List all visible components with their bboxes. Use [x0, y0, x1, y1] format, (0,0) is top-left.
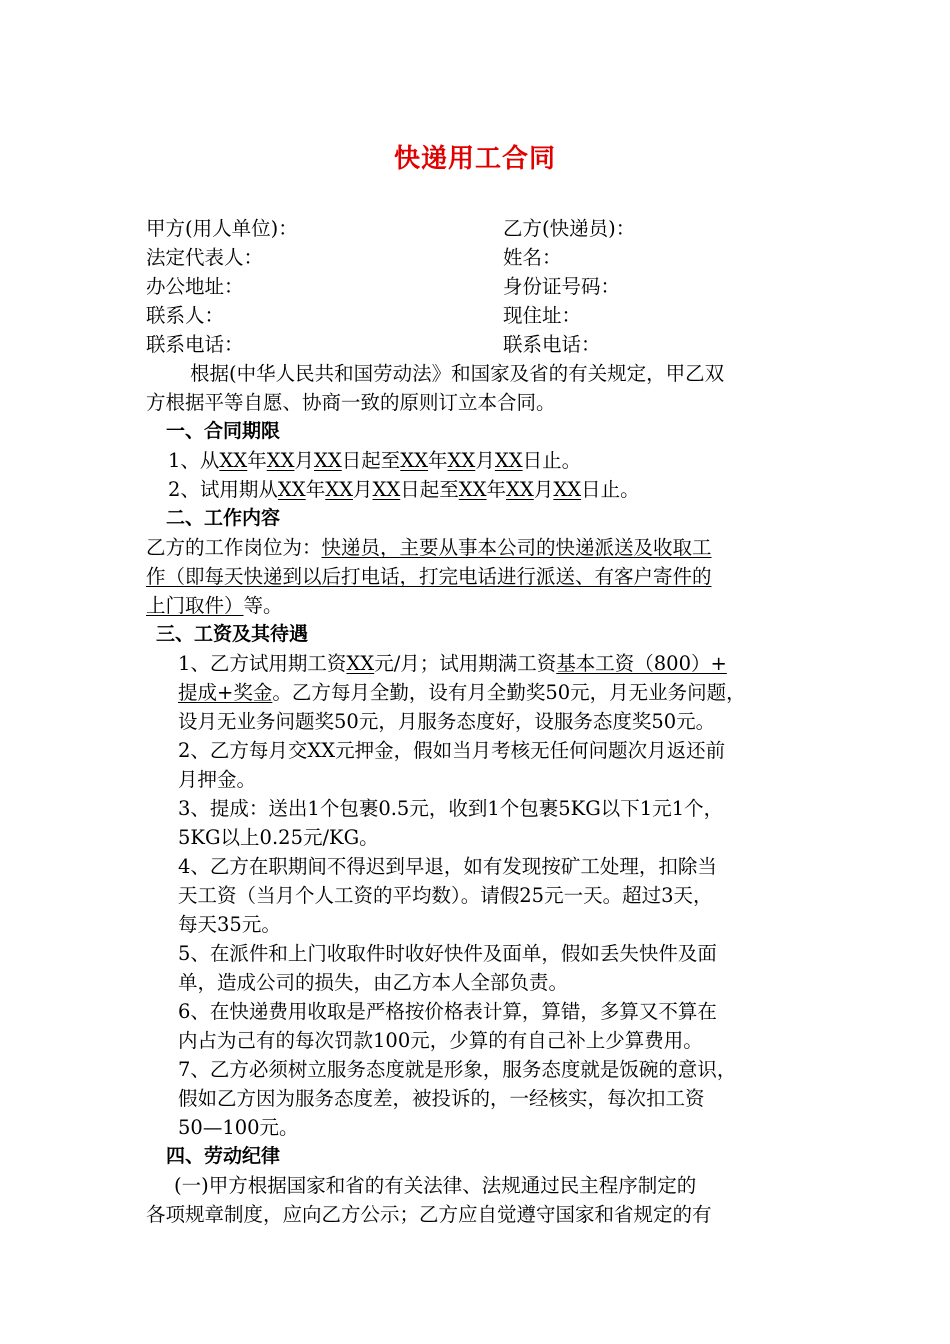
text-segment: 。乙方每月全勤，设有月全勤奖50元，月无业务问题， — [272, 681, 746, 704]
intro-line: 方根据平等自愿、协商一致的原则订立本合同。 — [146, 391, 556, 414]
salary-item-2: 2、乙方每月交XX元押金，假如当月考核无任何问题次月返还前 — [178, 739, 726, 762]
text-segment: 乙方的工作岗位为： — [146, 536, 322, 559]
text-segment: 年 — [428, 449, 448, 472]
salary-item-2-cont: 月押金。 — [178, 768, 257, 791]
party-a-field: 甲方(用人单位)： — [146, 217, 298, 240]
blank-month: XX — [506, 478, 534, 501]
term-item-2 — [146, 475, 816, 504]
document-title: 快递用工合同 — [393, 144, 556, 174]
section-heading-term: 一、合同期限 — [166, 420, 281, 442]
salary-item-5-cont: 单，造成公司的损失，由乙方本人全部负责。 — [178, 971, 569, 994]
id-number-field: 身份证号码： — [503, 275, 621, 298]
salary-item-1-cont — [146, 678, 816, 707]
text-segment: 1、从 — [168, 449, 220, 472]
blank-day: XX — [553, 478, 582, 501]
blank-year: XX — [219, 449, 248, 472]
text-segment: 年 — [305, 478, 326, 501]
salary-item-3-cont: 5KG以上0.25元/KG。 — [178, 826, 379, 849]
blank-day: XX — [313, 449, 342, 472]
party-row — [146, 272, 816, 301]
party-a-phone-field: 联系电话： — [146, 333, 244, 356]
work-content-line — [146, 591, 816, 620]
term-item-1 — [146, 446, 816, 475]
text-segment: 月 — [294, 449, 314, 472]
party-b-phone-field: 联系电话： — [503, 333, 601, 356]
salary-formula: 基本工资（800）+ — [556, 652, 727, 675]
party-row — [146, 301, 816, 330]
party-row — [146, 214, 816, 243]
salary-formula: 提成+奖金 — [178, 681, 273, 704]
work-content-line — [146, 562, 816, 591]
salary-item-1-cont: 设月无业务问题奖50元，月服务态度好，设服务态度奖50元。 — [178, 710, 716, 733]
salary-item-1 — [146, 649, 816, 678]
party-row — [146, 243, 816, 272]
blank-year: XX — [277, 478, 306, 501]
work-content-line — [146, 533, 816, 562]
legal-rep-field: 法定代表人： — [146, 246, 264, 269]
salary-item-6-cont: 内占为己有的每次罚款100元，少算的有自己补上少算费用。 — [178, 1029, 703, 1052]
salary-item-4-cont: 每天35元。 — [178, 913, 281, 936]
blank-month: XX — [447, 449, 476, 472]
party-row — [146, 330, 816, 359]
contact-person-field: 联系人： — [146, 304, 225, 327]
section-heading-salary: 三、工资及其待遇 — [156, 623, 309, 645]
salary-item-7-cont: 假如乙方因为服务态度差，被投诉的，一经核实，每次扣工资 — [178, 1087, 705, 1110]
text-segment: 年 — [486, 478, 507, 501]
blank-year: XX — [400, 449, 429, 472]
blank-amount: XX — [346, 652, 375, 675]
text-segment: 2、试用期从 — [168, 478, 278, 501]
intro-line: 根据(中华人民共和国劳动法》和国家及省的有关规定，甲乙双 — [190, 362, 725, 385]
text-segment: 日止。 — [522, 449, 582, 472]
blank-year: XX — [458, 478, 487, 501]
salary-item-4: 4、乙方在职期间不得迟到早退，如有发现按矿工处理，扣除当 — [178, 855, 717, 878]
job-description: 上门取件） — [146, 594, 244, 617]
text-segment: 日起至 — [341, 449, 401, 472]
salary-item-7: 7、乙方必须树立服务态度就是形象，服务态度就是饭碗的意识， — [178, 1058, 737, 1081]
current-address-field: 现住址： — [503, 304, 582, 327]
job-description: 作（即每天快递到以后打电话，打完电话进行派送、有客户寄件的 — [146, 565, 712, 588]
section-heading-discipline: 四、劳动纪律 — [166, 1145, 281, 1167]
text-segment: 年 — [247, 449, 267, 472]
blank-month: XX — [266, 449, 295, 472]
salary-item-4-cont: 天工资（当月个人工资的平均数）。请假25元一天。超过3天， — [178, 884, 713, 907]
blank-day: XX — [494, 449, 523, 472]
text-segment: 日止。 — [581, 478, 640, 501]
discipline-line: 各项规章制度，应向乙方公示；乙方应自觉遵守国家和省规定的有 — [146, 1203, 712, 1226]
text-segment: 月 — [475, 449, 495, 472]
discipline-line: (一)甲方根据国家和省的有关法律、法规通过民主程序制定的 — [174, 1174, 697, 1197]
blank-month: XX — [325, 478, 353, 501]
salary-item-6: 6、在快递费用收取是严格按价格表计算，算错，多算又不算在 — [178, 1000, 717, 1023]
document-body — [146, 214, 816, 1229]
office-address-field: 办公地址： — [146, 275, 244, 298]
text-segment: 等。 — [243, 594, 283, 617]
blank-day: XX — [372, 478, 401, 501]
text-segment: 元/月；试用期满工资 — [374, 652, 557, 675]
text-segment: 月 — [352, 478, 373, 501]
text-segment: 月 — [533, 478, 554, 501]
text-segment: 1、乙方试用期工资 — [178, 652, 347, 675]
salary-item-3: 3、提成：送出1个包裹0.5元，收到1个包裹5KG以下1元1个， — [178, 797, 724, 820]
job-description: 快递员，主要从事本公司的快递派送及收取工 — [321, 536, 712, 559]
salary-item-5: 5、在派件和上门收取件时收好快件及面单，假如丢失快件及面 — [178, 942, 717, 965]
name-field: 姓名： — [503, 246, 562, 269]
party-b-field: 乙方(快递员)： — [503, 217, 636, 240]
salary-item-7-cont: 50—100元。 — [178, 1116, 299, 1139]
text-segment: 日起至 — [400, 478, 459, 501]
section-heading-work: 二、工作内容 — [166, 507, 281, 529]
